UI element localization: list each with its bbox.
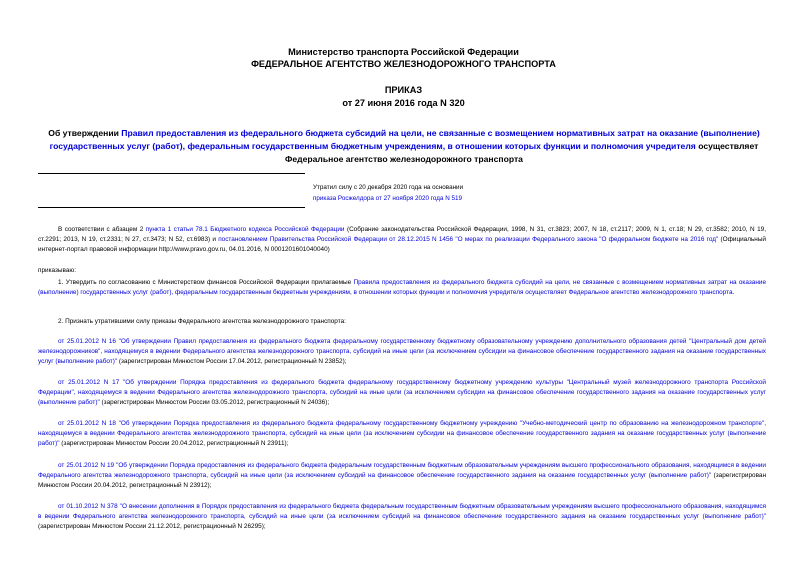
preamble-text: (Собрание законодательства Российской Федерации, 1998, N 31, ст.3823; 2007, N 18, ст.2117; 2009, N 1, ст.18; N 29, ст.3582; 2010, N 19, ст.2291; 2013, N 19, ст.2331; N 27, ст.3473; N 52, ст.6983) и	[38, 226, 766, 243]
preamble-text: В соответствии с абзацем 2	[58, 226, 146, 233]
repealed-order-link[interactable]: от 01.10.2012 N 378 "О внесении дополнения в Порядок предоставления из федерального бюджета федеральным государственным бюджетным образовательным учреждениям высшего профессионального образования, находящимся в ведении Федерального агентства железнодорожного транспорта, субсидий на иные цели (за исключением субсидий на финансовое обеспечение государственного задания на оказание государственных услуг (выполнение работ)"	[38, 503, 766, 520]
budget-code-link[interactable]: пункта 1 статьи 78.1 Бюджетного кодекса Российской Федерации	[145, 226, 345, 233]
item-1-paragraph	[38, 278, 766, 298]
repealed-order-link[interactable]: от 25.01.2012 N 19 "Об утверждении Порядка предоставления из федерального бюджета федеральным государственным бюджетным образовательным учреждениям высшего профессионального образования, находящимся в ведении Федерального агентства железнодорожного транспорта, субсидий на иные цели (за исключением субсидий на финансовое обеспечение государственного задания на оказание государственных услуг (выполнение работ)"	[38, 462, 766, 479]
agency-name: ФЕДЕРАЛЬНОЕ АГЕНТСТВО ЖЕЛЕЗНОДОРОЖНОГО ТРАНСПОРТА	[251, 59, 556, 69]
item-2-paragraph: 2. Признать утратившими силу приказы Федерального агентства железнодорожного транспорта:	[58, 318, 346, 325]
repealed-order-item	[38, 419, 766, 449]
registration-text: (зарегистрирован Минюстом России 20.04.2012, регистрационный N 23912);	[38, 472, 766, 489]
order-word: приказываю:	[38, 267, 76, 274]
title-prefix: Об утверждении	[48, 128, 122, 138]
registration-text: (зарегистрирован Минюстом России 03.05.2012, регистрационный N 24036);	[99, 399, 330, 406]
registration-text: (зарегистрирован Минюстом России 17.04.2012, регистрационный N 23852);	[117, 358, 347, 365]
document-title	[30, 127, 778, 167]
preamble-paragraph	[38, 225, 766, 255]
registration-text: (зарегистрирован Минюстом России 21.12.2012, регистрационный N 26295);	[38, 523, 266, 530]
item-1-text: .	[732, 289, 735, 296]
repealed-order-item	[38, 337, 766, 367]
repealed-order-item	[38, 378, 766, 408]
repealed-order-item	[38, 461, 766, 491]
status-note-link[interactable]: приказа Росжелдора от 27 ноября 2020 года N 519	[313, 195, 462, 202]
separator-line	[38, 207, 305, 208]
rules-link[interactable]: Правила предоставления из федерального бюджета субсидий на цели, не связанные с возмещением нормативных затрат на оказание (выполнение) государственных услуг (работ), федеральным государственным бюджетным учреждениям, в отношении которых функции и полномочия учредителя осуществляет Федеральное агентство железнодорожного транспорта	[38, 279, 766, 296]
ministry-name: Министерство транспорта Российской Федерации	[288, 47, 519, 57]
registration-text: (зарегистрирован Минюстом России 20.04.2012, регистрационный N 23911);	[59, 440, 289, 447]
status-note: Утратил силу с 20 декабря 2020 года на основании	[313, 184, 464, 191]
document-type: ПРИКАЗ	[384, 85, 423, 95]
document-date: от 27 июня 2016 года N 320	[342, 98, 465, 108]
preamble-text: (Официальный интернет-портал правовой информации http://www.pravo.gov.ru, 04.01.2016, N 0001201601040040)	[38, 236, 766, 253]
repealed-order-link[interactable]: от 25.01.2012 N 17 "Об утверждении Порядка предоставления из федерального бюджета федеральному государственному бюджетному учреждению культуры "Центральный музей железнодорожного транспорта Российской Федерации", находящемуся в ведении Федерального агентства железнодорожного транспорта, субсидий на иные цели (за исключением субсидии на финансовое обеспечение государственного задания на оказание государственных услуг (выполнение работ)"	[38, 379, 766, 406]
repealed-order-link[interactable]: от 25.01.2012 N 18 "Об утверждении Порядка предоставления из федерального бюджета федеральному государственному бюджетному учреждению "Учебно-методический центр по образованию на железнодорожном транспорте", находящемуся в ведении Федерального агентства железнодорожного транспорта, субсидий на иные цели (за исключением субсидии на финансовое обеспечение государственного задания на оказание государственных услуг (выполнение работ)"	[38, 420, 766, 447]
government-decree-link[interactable]: постановлением Правительства Российской Федерации от 28.12.2015 N 1456 "О мерах по реализации Федерального закона "О федеральном бюджете на 2016 год"	[218, 236, 719, 243]
title-suffix: осуществляет Федеральное агентство железнодорожного транспорта	[285, 141, 759, 165]
item-1-text: 1. Утвердить по согласованию с Министерством финансов Российской Федерации прилагаемые	[58, 279, 354, 286]
title-link[interactable]: Правил предоставления из федерального бюджета субсидий на цели, не связанные с возмещением нормативных затрат на оказание (выполнение) государственных услуг (работ), федеральным государственным бюджетным учреждениям, в отношении которых функции и полномочия учредителя	[49, 128, 760, 152]
repealed-order-link[interactable]: от 25.01.2012 N 16 "Об утверждении Правил предоставления из федерального бюджета федеральному государственному бюджетному образовательному учреждению дополнительного образования детей "Центральный дом детей железнодорожников", находящемуся в ведении Федерального агентства железнодорожного транспорта, субсидий на иные цели (за исключением субсидии на финансовое обеспечение государственного задания на оказание государственных услуг (выполнение работ)"	[38, 338, 766, 365]
repealed-order-item	[38, 502, 766, 532]
separator-line	[38, 173, 305, 174]
